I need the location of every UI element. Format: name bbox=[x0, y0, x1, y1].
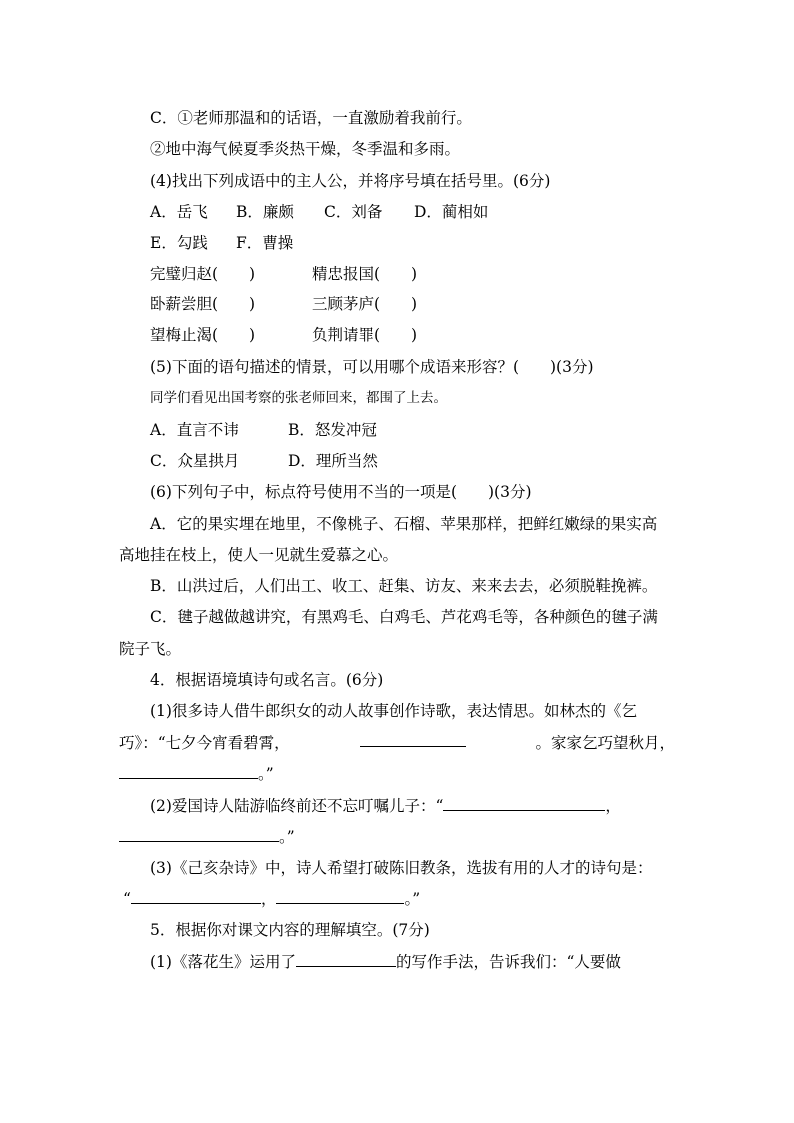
question-6-prompt: (6)下列句子中，标点符号使用不当的一项是( )(3分) bbox=[150, 483, 532, 501]
answer-blank[interactable] bbox=[296, 952, 396, 967]
q4-part-1-line-3: 。” bbox=[119, 763, 274, 785]
answer-blank[interactable] bbox=[119, 764, 258, 779]
q4-part-1-line-1: (1)很多诗人借牛郎织女的动人故事创作诗歌，表达情思。如林杰的《乞 bbox=[150, 702, 637, 720]
idiom-wangmeizhike: 望梅止渴( ) bbox=[150, 326, 256, 344]
idiom-row-1 bbox=[150, 263, 417, 285]
question-5-prompt: (5)下面的语句描述的情景，可以用哪个成语来形容？( )(3分) bbox=[150, 358, 594, 376]
q4-part-2-line-2: 。” bbox=[119, 826, 295, 848]
answer-blank[interactable] bbox=[119, 827, 279, 842]
idiom-row-2 bbox=[150, 293, 417, 315]
option-d: D．蔺相如 bbox=[414, 203, 489, 221]
answer-blank[interactable] bbox=[443, 796, 605, 811]
option-e: E．勾践 bbox=[150, 234, 208, 252]
option-f: F．曹操 bbox=[236, 234, 294, 252]
question-6-option-b: B．山洪过后，人们出工、收工、赶集、访友、来来去去，必须脱鞋挽裤。 bbox=[150, 577, 658, 595]
option-b: B．廉颇 bbox=[236, 203, 294, 221]
option-c: C．刘备 bbox=[324, 203, 383, 221]
idiom-jingzhongbaoguo: 精忠报国( ) bbox=[312, 265, 418, 283]
question-6-option-a-line-2: 高地挂在枝上，使人一见就生爱慕之心。 bbox=[119, 546, 399, 564]
q4-part-1-line-2: 巧》：“七夕今宵看碧霄， 。家家乞巧望秋月， bbox=[119, 734, 675, 752]
question-5-title: 5．根据你对课文内容的理解填空。(7分) bbox=[150, 921, 430, 939]
question-5-sentence: 同学们看见出国考察的张老师回来，都围了上去。 bbox=[150, 390, 447, 406]
option-d: D．理所当然 bbox=[288, 452, 378, 470]
q4-part-2-line-1: (2)爱国诗人陆游临终前还不忘叮嘱儿子：“ ， bbox=[150, 797, 621, 815]
q4-part-3-line-2: “ ， 。” bbox=[123, 890, 421, 908]
idiom-sangumaolu: 三顾茅庐( ) bbox=[312, 295, 418, 313]
question-5-options-row-2 bbox=[150, 450, 378, 472]
answer-blank[interactable] bbox=[360, 732, 466, 747]
q5-part-1-line-1: (1)《落花生》运用了 的写作手法，告诉我们：“人要做 bbox=[150, 953, 621, 971]
question-4-prompt: (4)找出下列成语中的主人公，并将序号填在括号里。(6分) bbox=[150, 172, 551, 190]
option-a: A．直言不讳 bbox=[150, 421, 239, 439]
answer-blank[interactable] bbox=[276, 889, 404, 904]
question-6-option-c-line-1: C．毽子越做越讲究，有黑鸡毛、白鸡毛、芦花鸡毛等，各种颜色的毽子满 bbox=[150, 608, 658, 626]
question-6-option-c-line-2: 院子飞。 bbox=[119, 640, 182, 658]
question-5-options-row-1 bbox=[150, 419, 377, 441]
question-4-title: 4．根据语境填诗句或名言。(6分) bbox=[150, 671, 384, 689]
idiom-wanbiguizhao: 完璧归赵( ) bbox=[150, 265, 256, 283]
question-4-options-row-1 bbox=[150, 201, 488, 223]
idiom-fujingqingzui: 负荆请罪( ) bbox=[312, 326, 418, 344]
answer-blank[interactable] bbox=[131, 889, 261, 904]
option-c-sentence-2: ②地中海气候夏季炎热干燥，冬季温和多雨。 bbox=[150, 140, 461, 158]
question-6-option-a-line-1: A．它的果实埋在地里，不像桃子、石榴、苹果那样，把鲜红嫩绿的果实高 bbox=[150, 515, 658, 533]
q4-part-3-line-1: (3)《己亥杂诗》中，诗人希望打破陈旧教条，选拔有用的人才的诗句是： bbox=[150, 859, 653, 877]
option-b: B．怒发冲冠 bbox=[288, 421, 377, 439]
option-a: A．岳飞 bbox=[150, 203, 208, 221]
idiom-woxinchangdan: 卧薪尝胆( ) bbox=[150, 295, 256, 313]
option-c: C．众星拱月 bbox=[150, 452, 240, 470]
idiom-row-3 bbox=[150, 324, 417, 346]
option-c-sentence-1: C．①老师那温和的话语，一直激励着我前行。 bbox=[150, 109, 472, 127]
question-4-options-row-2 bbox=[150, 232, 293, 254]
